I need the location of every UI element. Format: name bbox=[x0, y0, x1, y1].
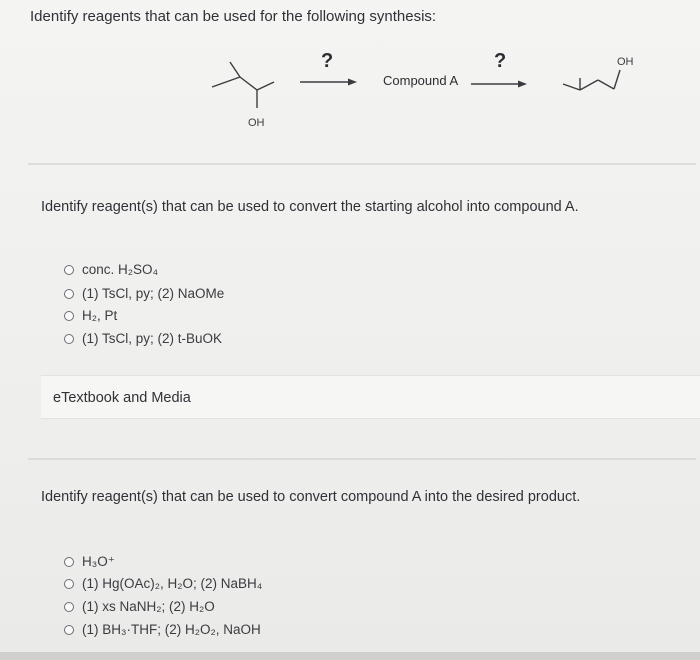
q2-option-hydroboration[interactable] bbox=[64, 622, 261, 637]
instruction-text: Identify reagents that can be used for the following synthesis: bbox=[30, 8, 437, 25]
step2-reagent: ? bbox=[494, 50, 507, 72]
radio-button[interactable] bbox=[64, 625, 74, 635]
radio-button[interactable] bbox=[64, 602, 74, 612]
option-label: (1) Hg(OAc)₂, H₂O; (2) NaBH₄ bbox=[82, 576, 263, 591]
q2-option-oxymercuration[interactable] bbox=[64, 576, 262, 591]
q2-option-h3o[interactable] bbox=[64, 554, 115, 570]
q1-option-h2-pt[interactable] bbox=[64, 308, 117, 323]
bottom-edge bbox=[0, 652, 700, 660]
product-alcohol-structure bbox=[563, 70, 620, 90]
q1-option-tscl-naome[interactable] bbox=[64, 286, 224, 301]
etextbook-label: eTextbook and Media bbox=[53, 390, 191, 406]
q1-option-tscl-tbuok[interactable] bbox=[64, 331, 222, 346]
etextbook-media-link[interactable] bbox=[41, 375, 700, 419]
radio-button[interactable] bbox=[64, 334, 74, 344]
start-oh-label: OH bbox=[248, 117, 265, 129]
radio-button[interactable] bbox=[64, 265, 74, 275]
option-label: (1) TsCl, py; (2) NaOMe bbox=[82, 286, 225, 301]
option-label: (1) BH₃·THF; (2) H₂O₂, NaOH bbox=[82, 622, 261, 637]
question2-prompt: Identify reagent(s) that can be used to convert compound A into the desired product. bbox=[41, 489, 581, 505]
radio-button[interactable] bbox=[64, 311, 74, 321]
reaction-arrow-1 bbox=[300, 79, 357, 86]
reaction-scheme bbox=[0, 40, 700, 160]
option-label: conc. H₂SO₄ bbox=[82, 262, 159, 277]
radio-button[interactable] bbox=[64, 557, 74, 567]
q2-option-nanh2[interactable] bbox=[64, 599, 215, 614]
reaction-arrow-2 bbox=[471, 81, 527, 88]
section-divider bbox=[28, 163, 696, 165]
question1-prompt: Identify reagent(s) that can be used to convert the starting alcohol into compound A. bbox=[41, 199, 579, 215]
option-label: (1) TsCl, py; (2) t-BuOK bbox=[82, 331, 223, 346]
option-label: H₃O⁺ bbox=[82, 554, 115, 569]
option-label: (1) xs NaNH₂; (2) H₂O bbox=[82, 599, 215, 614]
product-oh-label: OH bbox=[617, 56, 634, 68]
step1-reagent: ? bbox=[321, 50, 334, 72]
compound-a-label: Compound A bbox=[383, 73, 459, 88]
option-label: H₂, Pt bbox=[82, 308, 118, 323]
radio-button[interactable] bbox=[64, 579, 74, 589]
section-divider bbox=[28, 458, 696, 460]
starting-alcohol-structure bbox=[212, 62, 274, 108]
radio-button[interactable] bbox=[64, 289, 74, 299]
q1-option-conc-h2so4[interactable] bbox=[64, 262, 158, 277]
